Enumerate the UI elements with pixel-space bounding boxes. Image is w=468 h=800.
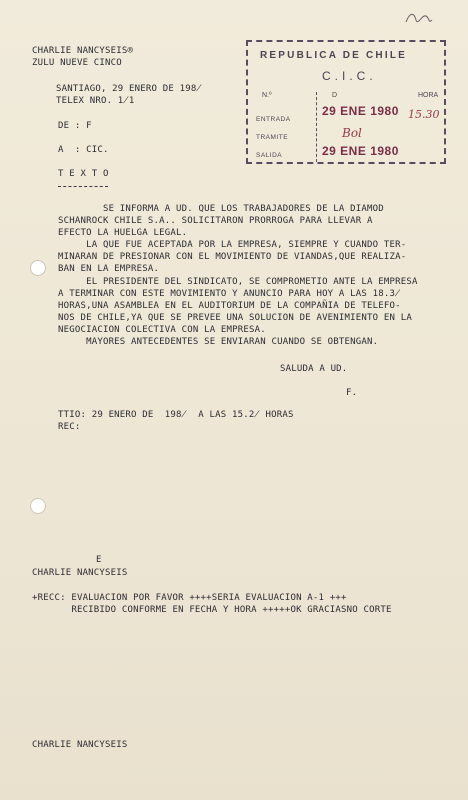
stamp-row-entrada: ENTRADA (256, 116, 291, 123)
body-line-7: EL PRESIDENTE DEL SINDICATO, SE COMPROMETIO ANTE LA EMPRESA (58, 277, 418, 287)
stamp-row-tramite: TRAMITE (256, 134, 289, 141)
stamp-col-hour: HORA (418, 92, 439, 99)
texto-label: T E X T O (58, 169, 109, 179)
punch-hole-bottom (30, 498, 46, 514)
sender-name: CHARLIE NANCYSEIS® (32, 46, 134, 56)
handwritten-mark (404, 8, 434, 28)
stamp-code: C.I.C. (322, 69, 377, 83)
closing-saluda: SALUDA A UD. (280, 364, 348, 374)
body-line-2: SCHANROCK CHILE S.A.. SOLICITARON PRORROGA PARA LLEVAR A (58, 216, 373, 226)
body-line-9: HORAS,UNA ASAMBLEA EN EL AUDITORIUM DE LA COMPAÑIA DE TELEFO- (58, 301, 401, 311)
stamp-col-number: N.º (262, 92, 272, 99)
recc-line-1: +RECC: EVALUACION POR FAVOR ++++SERIA EVALUACION A-1 +++ (32, 593, 347, 603)
sender-callsign: ZULU NUEVE CINCO (32, 58, 122, 68)
letter-e: E (96, 555, 102, 565)
cic-reception-stamp (246, 40, 446, 164)
body-line-12: MAYORES ANTECEDENTES SE ENVIARAN CUANDO SE OBTENGAN. (58, 337, 379, 347)
stamp-title: REPUBLICA DE CHILE (260, 50, 408, 61)
bottom-sender: CHARLIE NANCYSEIS (32, 740, 128, 750)
stamp-col-day: D (332, 92, 338, 99)
body-line-11: NEGOCIACION COLECTIVA CON LA EMPRESA. (58, 325, 266, 335)
date-line: SANTIAGO, 29 ENERO DE 198̸ (56, 84, 202, 94)
from-field: DE : F (58, 121, 92, 131)
recc-line-2: RECIBIDO CONFORME EN FECHA Y HORA +++++OK GRACIASNO CORTE (32, 605, 392, 615)
stamp-row-salida: SALIDA (256, 152, 283, 159)
body-line-6: BAN EN LA EMPRESA. (58, 264, 160, 274)
closing-signoff: F. (346, 388, 358, 398)
stamp-tramite-note: Bol (342, 126, 362, 140)
received-field: REC: (58, 422, 81, 432)
body-line-8: A TERMINAR CON ESTE MOVIMIENTO Y ANUNCIO PARA HOY A LAS 18.3̸ (58, 289, 401, 299)
punch-hole-top (30, 260, 46, 276)
telex-number: TELEX NRO. 1̸1 (56, 96, 135, 106)
texto-underline (58, 186, 108, 187)
stamp-entrada-date: 29 ENE 1980 (322, 104, 399, 118)
to-field: A : CIC. (58, 145, 109, 155)
stamp-entrada-time: 15.30 (408, 108, 440, 121)
sender-repeat: CHARLIE NANCYSEIS (32, 568, 128, 578)
body-line-5: MINARAN DE PRESIONAR CON EL MOVIMIENTO DE VIANDAS,QUE REALIZA- (58, 252, 407, 262)
body-line-3: EFECTO LA HUELGA LEGAL. (58, 228, 188, 238)
body-line-10: NOS DE CHILE,YA QUE SE PREVEE UNA SOLUCION DE AVENIMIENTO EN LA (58, 313, 412, 323)
transmission-time: TTIO: 29 ENERO DE 198̸ A LAS 15.2̸ HORAS (58, 410, 294, 420)
body-line-4: LA QUE FUE ACEPTADA POR LA EMPRESA, SIEMPRE Y CUANDO TER- (58, 240, 407, 250)
body-line-1: SE INFORMA A UD. QUE LOS TRABAJADORES DE LA DIAMOD (58, 204, 384, 214)
stamp-divider (316, 92, 317, 162)
stamp-salida-date: 29 ENE 1980 (322, 144, 399, 158)
